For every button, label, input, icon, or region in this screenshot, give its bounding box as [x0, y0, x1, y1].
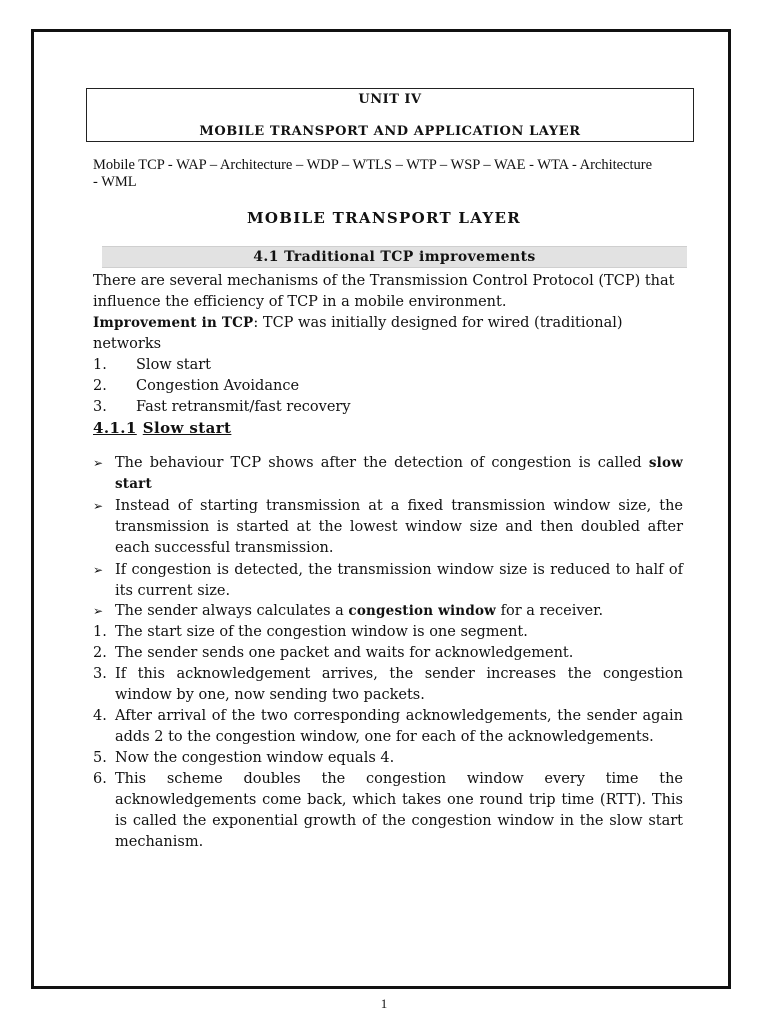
step-text: This scheme doubles the congestion window every time the acknowledgements come back, which takes one round trip time (RTT). This is called the exponential growth of the congestion window in the slow start mechanism.	[115, 771, 683, 850]
arrow-bullet-icon: ➢	[93, 563, 104, 577]
list-item-number: 3.	[93, 399, 107, 415]
intro-text: There are several mechanisms of the Transmission Control Protocol (TCP) that influence the efficiency of TCP in a mobile environment.	[93, 273, 675, 310]
step-item	[93, 643, 683, 664]
bullet-text: The behaviour TCP shows after the detection of congestion is called	[115, 455, 649, 471]
bullet-item	[93, 601, 683, 622]
list-item	[93, 355, 593, 376]
step-text: The start size of the congestion window is one segment.	[115, 624, 528, 640]
bullet-text: The sender always calculates a	[115, 603, 349, 619]
topic-list: Mobile TCP - WAP – Architecture – WDP – WTLS – WTP – WSP – WAE - WTA - Architecture - WML	[93, 157, 653, 190]
list-item-number: 2.	[93, 378, 107, 394]
step-item	[93, 706, 683, 748]
list-item	[93, 397, 593, 418]
unit-header-box	[86, 88, 694, 142]
step-text: Now the congestion window equals 4.	[115, 750, 395, 766]
step-number: 5.	[93, 750, 107, 766]
list-item-text: Slow start	[136, 357, 211, 373]
improvement-text: : TCP was initially designed for wired (traditional) networks	[93, 315, 623, 352]
unit-number: UNIT IV	[358, 92, 422, 107]
bullet-text: Instead of starting transmission at a fixed transmission window size, the transmission is started at the lowest window size and then doubled after each successful transmission.	[115, 498, 683, 556]
step-number: 1.	[93, 624, 107, 640]
arrow-bullet-icon: ➢	[93, 499, 104, 513]
step-number: 3.	[93, 666, 107, 682]
step-number: 6.	[93, 771, 107, 787]
subsection-title: Slow start	[142, 419, 232, 437]
step-item	[93, 769, 683, 853]
page-title: MOBILE TRANSPORT LAYER	[247, 209, 521, 227]
subsection-number: 4.1.1	[93, 419, 137, 437]
bullet-text: If congestion is detected, the transmission window size is reduced to half of its current size.	[115, 562, 683, 599]
step-text: After arrival of the two corresponding acknowledgements, the sender again adds 2 to the congestion window, one for each of the acknowledgements.	[115, 708, 683, 745]
step-item	[93, 748, 683, 769]
section-heading: 4.1 Traditional TCP improvements	[102, 246, 687, 268]
step-text: The sender sends one packet and waits for acknowledgement.	[115, 645, 574, 661]
improvement-list	[93, 355, 593, 418]
intro-paragraph	[93, 271, 683, 313]
bullet-item	[93, 453, 683, 495]
improvement-paragraph	[93, 313, 683, 355]
bullet-item	[93, 560, 683, 602]
subsection-heading	[93, 419, 231, 437]
bullet-bold-text: congestion window	[348, 603, 496, 619]
list-item-text: Congestion Avoidance	[136, 378, 300, 394]
step-number: 4.	[93, 708, 107, 724]
step-text: If this acknowledgement arrives, the sender increases the congestion window by one, now sending two packets.	[115, 666, 683, 703]
list-item-text: Fast retransmit/fast recovery	[136, 399, 351, 415]
arrow-bullet-icon: ➢	[93, 604, 104, 618]
bullet-bold-text: slow start	[115, 455, 683, 492]
list-item-number: 1.	[93, 357, 107, 373]
step-number: 2.	[93, 645, 107, 661]
unit-title: MOBILE TRANSPORT AND APPLICATION LAYER	[199, 124, 581, 139]
slow-start-steps	[93, 622, 683, 853]
bullet-text: for a receiver.	[496, 603, 604, 619]
list-item	[93, 376, 593, 397]
step-item	[93, 664, 683, 706]
bullet-item	[93, 496, 683, 559]
step-item	[93, 622, 683, 643]
page-number: 1	[380, 996, 388, 1011]
arrow-bullet-icon: ➢	[93, 456, 104, 470]
improvement-label: Improvement in TCP	[93, 315, 254, 331]
